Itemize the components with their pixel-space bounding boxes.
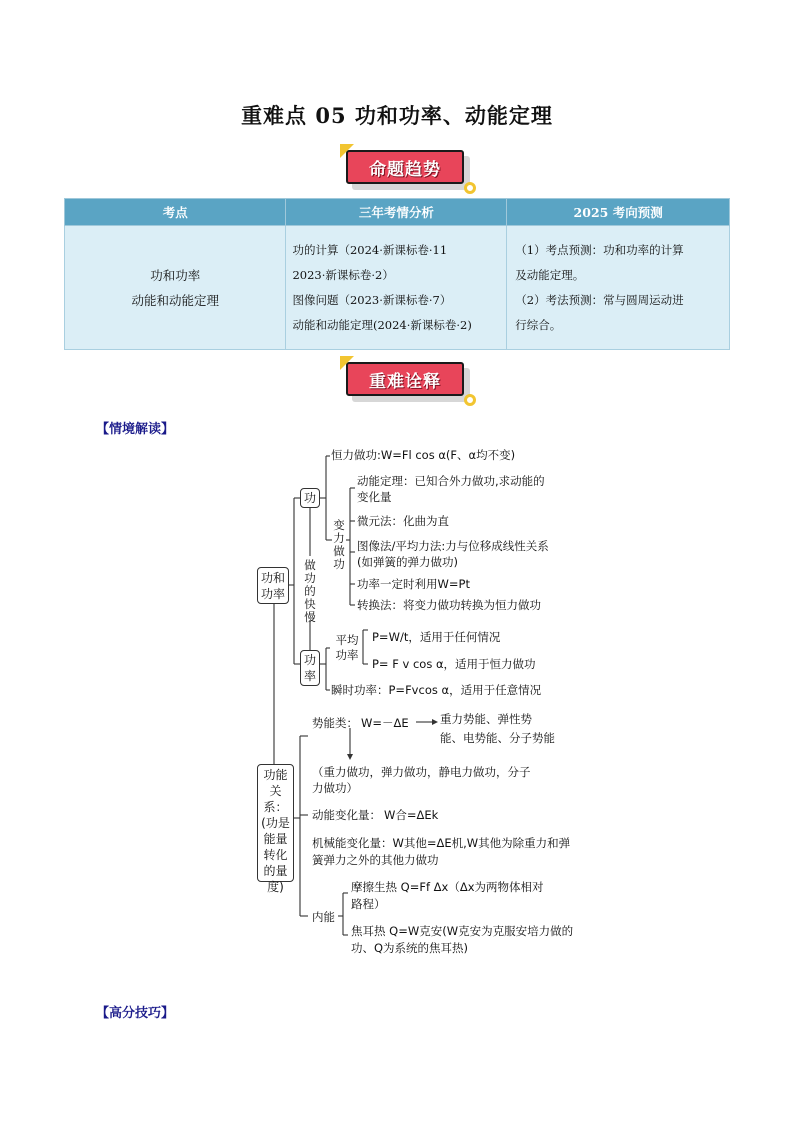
text-potential-kinds-1: 重力势能、弹性势 (440, 712, 532, 726)
topic-item: 动能和动能定理 (131, 292, 219, 308)
text-instant-power: 瞬时功率：P=Fvcos α，适用于任意情况 (331, 683, 542, 697)
banner-trend-label: 命题趋势 (346, 150, 464, 184)
text-graph-method-1: 图像法/平均力法:力与位移成线性关系 (357, 539, 549, 553)
text-joule-2: 功、Q为系统的焦耳热) (351, 941, 469, 955)
section-scenario: 【情境解读】 (96, 422, 175, 437)
text-force-work-2: 力做功） (312, 781, 358, 795)
label-internal-energy: 内能 (312, 910, 335, 924)
node-power: 功率 (300, 650, 320, 686)
text-constant-power: 功率一定时利用W=Pt (357, 577, 470, 591)
header-topic: 考点 (65, 199, 286, 226)
section-tips: 【高分技巧】 (96, 1006, 175, 1021)
text-force-work-1: （重力做功，弹力做功，静电力做功，分子 (312, 765, 531, 779)
text-kinetic-theorem-1: 动能定理：已知合外力做功,求动能的 (357, 474, 545, 488)
label-average-power: 平均功率 (335, 633, 359, 662)
text-kinetic-theorem-2: 变化量 (357, 490, 392, 504)
text-average-power-1: P=W/t，适用于任何情况 (372, 630, 501, 644)
forecast-line: （2）考法预测：常与圆周运动进 (515, 292, 684, 307)
analysis-line: 动能和动能定理(2024·新课标卷·2) (292, 317, 472, 332)
node-work: 功 (300, 488, 320, 508)
analysis-line: 图像问题（2023·新课标卷·7） (292, 292, 452, 307)
text-friction-2: 路程） (351, 897, 386, 911)
text-friction-1: 摩擦生热 Q=Ff Δx（Δx为两物体相对 (351, 880, 544, 894)
text-potential-type: 势能类： (312, 716, 358, 730)
page-title: 重难点 05 功和功率、动能定理 (241, 103, 553, 128)
text-joule-1: 焦耳热 Q=W克安(W克安为克服安培力做的 (351, 924, 574, 938)
analysis-line: 2023·新课标卷·2） (292, 267, 394, 282)
node-work-energy-relation: 功能关系：(功是能量转化的量度) (257, 764, 294, 882)
text-conversion: 转换法：将变力做功转换为恒力做功 (357, 598, 541, 612)
header-forecast: 2025 考向预测 (507, 199, 730, 226)
topic-item: 功和功率 (150, 267, 201, 283)
text-average-power-2: P= F v cos α，适用于恒力做功 (372, 657, 536, 671)
label-work-rate: 做功的快慢 (304, 558, 316, 624)
text-mechanical-1: 机械能变化量：W其他=ΔE机,W其他为除重力和弹 (312, 836, 571, 850)
text-graph-method-2: (如弹簧的弹力做功) (357, 555, 458, 569)
forecast-line: 及动能定理。 (515, 267, 585, 282)
text-micro-element: 微元法：化曲为直 (357, 514, 449, 528)
label-variable-force-work: 变力做功 (333, 518, 345, 571)
analysis-line: 功的计算（2024·新课标卷·11 (292, 242, 448, 257)
forecast-line: （1）考点预测：功和功率的计算 (515, 242, 684, 257)
forecast-line: 行综合。 (515, 317, 562, 332)
header-analysis: 三年考情分析 (286, 199, 507, 226)
text-potential-eq: W=－ΔE (361, 716, 409, 730)
text-potential-kinds-2: 能、电势能、分子势能 (440, 731, 555, 745)
banner-explain-label: 重难诠释 (346, 362, 464, 396)
node-work-and-power: 功和功率 (257, 567, 289, 604)
text-kinetic-change-eq: W合=ΔEk (384, 808, 439, 822)
text-mechanical-2: 簧弹力之外的其他力做功 (312, 853, 439, 867)
text-constant-force: 恒力做功:W=Fl cos α(F、α均不变) (331, 448, 516, 462)
text-kinetic-change: 动能变化量： (312, 808, 381, 822)
